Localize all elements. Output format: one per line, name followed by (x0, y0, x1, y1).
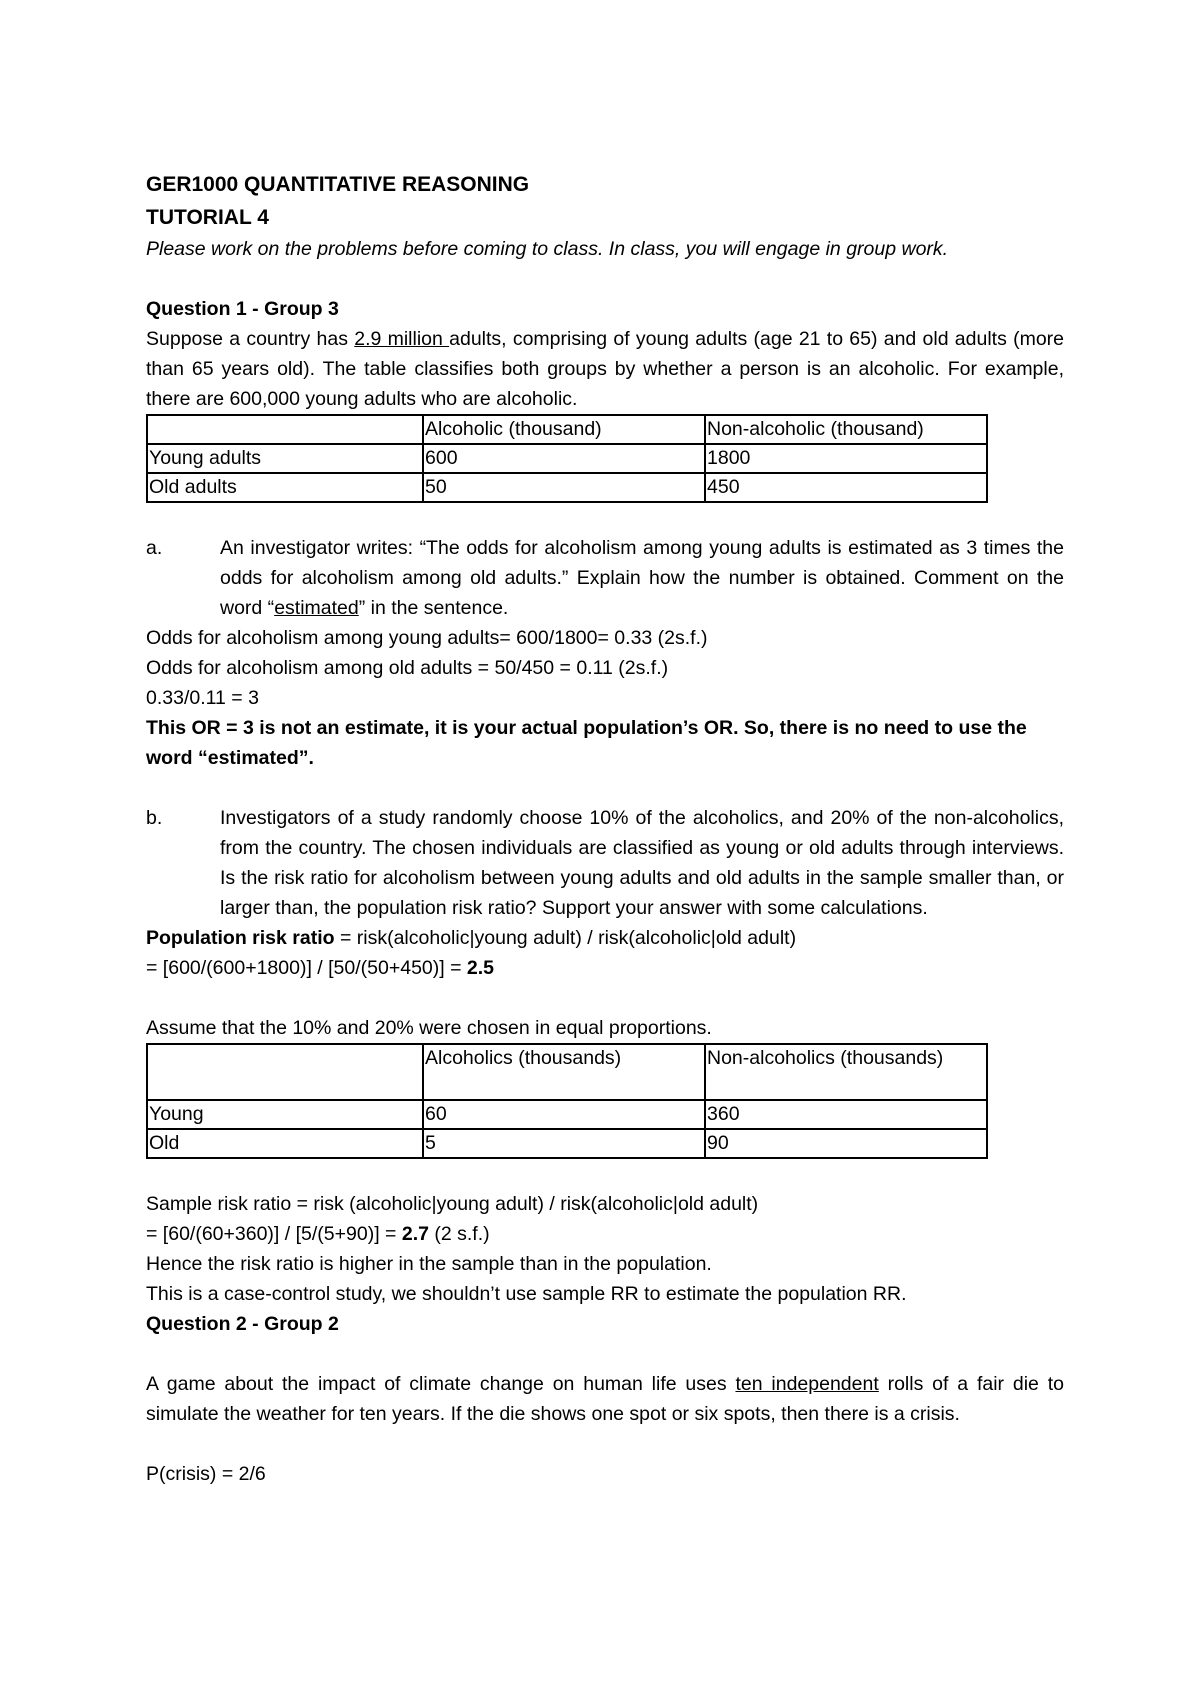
assumption-line: Assume that the 10% and 20% were chosen in equal proportions. (146, 1017, 712, 1039)
part-a (146, 533, 1064, 623)
document-body (146, 168, 1064, 1489)
odds-young-line: Odds for alcoholism among young adults= 600/1800= 0.33 (2s.f.) (146, 627, 708, 649)
odds-old-line: Odds for alcoholism among old adults = 50/450 = 0.11 (2s.f.) (146, 657, 669, 679)
question-1-intro: Suppose a country has 2.9 million adults, comprising of young adults (age 21 to 65) and old adults (more than 65 years old). The table classifies both groups by whether a person is an alcoholic. For example, there are 600,000 young adults who are alcoholic. (146, 328, 1064, 410)
course-title: GER1000 QUANTITATIVE REASONING (146, 173, 530, 196)
question-1-heading: Question 1 - Group 3 (146, 298, 339, 320)
part-b-text: Investigators of a study randomly choose 10% of the alcoholics, and 20% of the non-alcoholics, from the country. The chosen individuals are classified as young or old adults through interviews. Is the risk ratio for alcoholism between young adults and old adults in the sample smaller than, or larger than, the population risk ratio? Support your answer with some calculations. (220, 807, 1064, 919)
table-row: Young 60 360 (147, 1100, 987, 1129)
p-crisis-line: P(crisis) = 2/6 (146, 1463, 266, 1485)
table-header-row: Alcoholics (thousands) Non-alcoholics (thousands) (147, 1044, 987, 1100)
instructions: Please work on the problems before coming to class. In class, you will engage in group work. (146, 238, 949, 260)
part-a-text: An investigator writes: “The odds for alcoholism among young adults is estimated as 3 times the odds for alcoholism among old adults.” Explain how the number is obtained. Comment on the word “estimated” in the sentence. (220, 537, 1064, 619)
conclusion-line-2: This is a case-control study, we shouldn’t use sample RR to estimate the population RR. (146, 1283, 907, 1305)
question-2-text: A game about the impact of climate change on human life uses ten independent rolls of a fair die to simulate the weather for ten years. If the die shows one spot or six spots, then there is a crisis. (146, 1373, 1064, 1425)
part-b (146, 803, 1064, 923)
conclusion-line-1: Hence the risk ratio is higher in the sample than in the population. (146, 1253, 712, 1275)
part-a-answer: This OR = 3 is not an estimate, it is your actual population’s OR. So, there is no need to use the word “estimated”. (146, 717, 1027, 769)
table-row: Young adults 600 1800 (147, 444, 987, 473)
table-header-row: Alcoholic (thousand) Non-alcoholic (thousand) (147, 415, 987, 444)
population-risk-ratio-calc: = [600/(600+1800)] / [50/(50+450)] = 2.5 (146, 957, 495, 979)
tutorial-title: TUTORIAL 4 (146, 206, 269, 229)
sample-risk-ratio-formula: Sample risk ratio = risk (alcoholic|young adult) / risk(alcoholic|old adult) (146, 1193, 759, 1215)
odds-ratio-line: 0.33/0.11 = 3 (146, 687, 259, 709)
population-risk-ratio-formula: Population risk ratio = risk(alcoholic|young adult) / risk(alcoholic|old adult) (146, 927, 797, 949)
alcoholism-population-table (146, 414, 988, 503)
table-row: Old 5 90 (147, 1129, 987, 1158)
part-b-label: b. (146, 807, 163, 829)
question-2-heading: Question 2 - Group 2 (146, 1313, 339, 1335)
table-row: Old adults 50 450 (147, 473, 987, 502)
sample-table (146, 1043, 988, 1159)
part-a-label: a. (146, 537, 163, 559)
sample-risk-ratio-calc: = [60/(60+360)] / [5/(5+90)] = 2.7 (2 s.f.) (146, 1223, 490, 1245)
